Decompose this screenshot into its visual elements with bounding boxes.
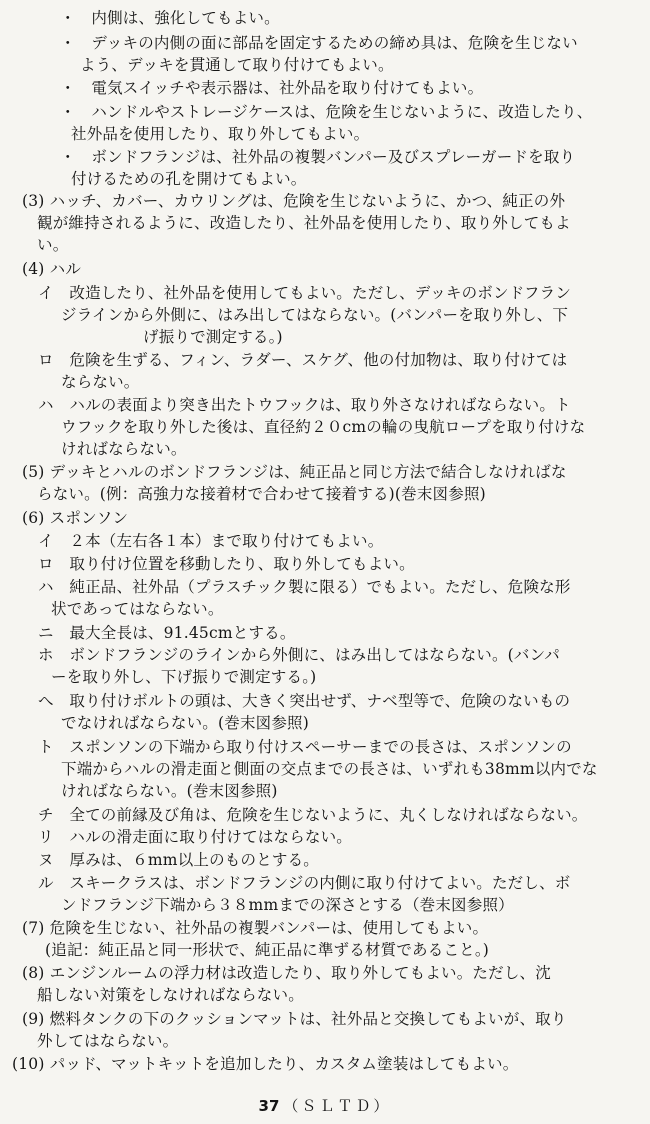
item-cont: ならない。 — [61, 373, 140, 391]
item-cont: ジラインから外側に、はみ出してはならない。(バンパーを取り外し、下 — [61, 306, 569, 324]
item-he: へ 取り付けボルトの頭は、大きく突出せず、ナベ型等で、危険のないもの — [38, 692, 571, 710]
bullet-line-cont: 付けるための孔を開けてもよい。 — [71, 170, 307, 188]
bullet-line: ・ 電気スイッチや表示器は、社外品を取り付けてもよい。 — [60, 79, 484, 97]
item-i: イ 改造したり、社外品を使用してもよい。ただし、デッキのボンドフラン — [38, 284, 572, 302]
section-3: (3) ハッチ、カバー、カウリングは、危険を生じないように、かつ、純正の外 — [22, 192, 566, 210]
item-ni: ニ 最大全長は、91.45cmとする。 — [38, 624, 296, 642]
section-5-cont: らない。(例：高強力な接着材で合わせて接着する)(巻末図参照) — [37, 485, 486, 503]
section-3-cont: 観が維持されるように、改造したり、社外品を使用したり、取り外してもよ — [37, 214, 571, 232]
section-9: (9) 燃料タンクの下のクッションマットは、社外品と交換してもよいが、取り — [22, 1010, 567, 1028]
section-5: (5) デッキとハルのボンドフランジは、純正品と同じ方法で結合しなければな — [22, 463, 567, 481]
item-cont: 下端からハルの滑走面と側面の交点までの長さは、いずれも38mm以内でな — [61, 760, 598, 778]
item-ro: ロ 取り付け位置を移動したり、取り外してもよい。 — [38, 555, 415, 573]
item-ro: ロ 危険を生ずる、フィン、ラダー、スケグ、他の付加物は、取り付けては — [38, 351, 568, 369]
page-footer — [0, 1096, 650, 1116]
item-ru: ル スキークラスは、ボンドフランジの内側に取り付けてよい。ただし、ボ — [38, 874, 571, 892]
item-to: ト スポンソンの下端から取り付けスペーサーまでの長さは、スポンソンの — [38, 738, 572, 756]
item-chi: チ 全ての前縁及び角は、危険を生じないように、丸くしなければならない。 — [38, 806, 588, 824]
bullet-line: ・ ハンドルやストレージケースは、危険を生じないように、改造したり、 — [60, 103, 593, 121]
section-7: (7) 危険を生じない、社外品の複製バンパーは、使用してもよい。 — [22, 919, 489, 937]
item-cont: ければならない。 — [61, 440, 187, 458]
item-cont: ければならない。(巻末図参照) — [61, 782, 278, 800]
item-cont: 状であってはならない。 — [51, 600, 224, 618]
item-ho: ホ ボンドフランジのラインから外側に、はみ出してはならない。(バンパ — [38, 646, 560, 664]
bullet-line: ・ デッキの内側の面に部品を固定するための締め具は、危険を生じない — [60, 34, 578, 52]
item-cont: でなければならない。(巻末図参照) — [61, 714, 309, 732]
item-ha: ハ ハルの表面より突き出たトウフックは、取り外さなければならない。ト — [38, 396, 571, 414]
bullet-line: ・ ボンドフランジは、社外品の複製バンパー及びスプレーガードを取り — [60, 148, 576, 166]
section-8-cont: 船しない対策をしなければならない。 — [37, 986, 304, 1004]
item-cont: げ振りで測定する。) — [143, 328, 283, 346]
item-i: イ ２本（左右各１本）まで取り付けてもよい。 — [38, 532, 384, 550]
section-6: (6) スポンソン — [22, 509, 129, 527]
section-7-note: (追記：純正品と同一形状で、純正品に準ずる材質であること。) — [45, 941, 490, 959]
item-cont: ーを取り外し、下げ振りで測定する。) — [51, 668, 317, 686]
document-code: （ＳＬＴＤ） — [283, 1097, 392, 1115]
item-ha: ハ 純正品、社外品（プラスチック製に限る）でもよい。ただし、危険な形 — [38, 578, 571, 596]
bullet-line-cont: 社外品を使用したり、取り外してもよい。 — [71, 125, 370, 143]
page-number: 37 — [258, 1097, 280, 1115]
bullet-line: ・ 内側は、強化してもよい。 — [60, 9, 280, 27]
section-4: (4) ハル — [22, 260, 82, 278]
section-8: (8) エンジンルームの浮力材は改造したり、取り外してもよい。ただし、沈 — [22, 964, 551, 982]
item-cont: ンドフランジ下端から３８mmまでの深さとする（巻末図参照） — [61, 896, 514, 914]
section-3-cont: い。 — [37, 236, 69, 254]
bullet-line-cont: よう、デッキを貫通して取り付けてもよい。 — [80, 56, 394, 74]
item-ri: リ ハルの滑走面に取り付けてはならない。 — [38, 828, 353, 846]
section-9-cont: 外してはならない。 — [37, 1032, 179, 1050]
item-cont: ウフックを取り外した後は、直径約２０cmの輪の曳航ロープを取り付けな — [61, 418, 586, 436]
section-10: (10) パッド、マットキットを追加したり、カスタム塗装はしてもよい。 — [12, 1055, 519, 1073]
item-nu: ヌ 厚みは、６mm以上のものとする。 — [38, 851, 319, 869]
